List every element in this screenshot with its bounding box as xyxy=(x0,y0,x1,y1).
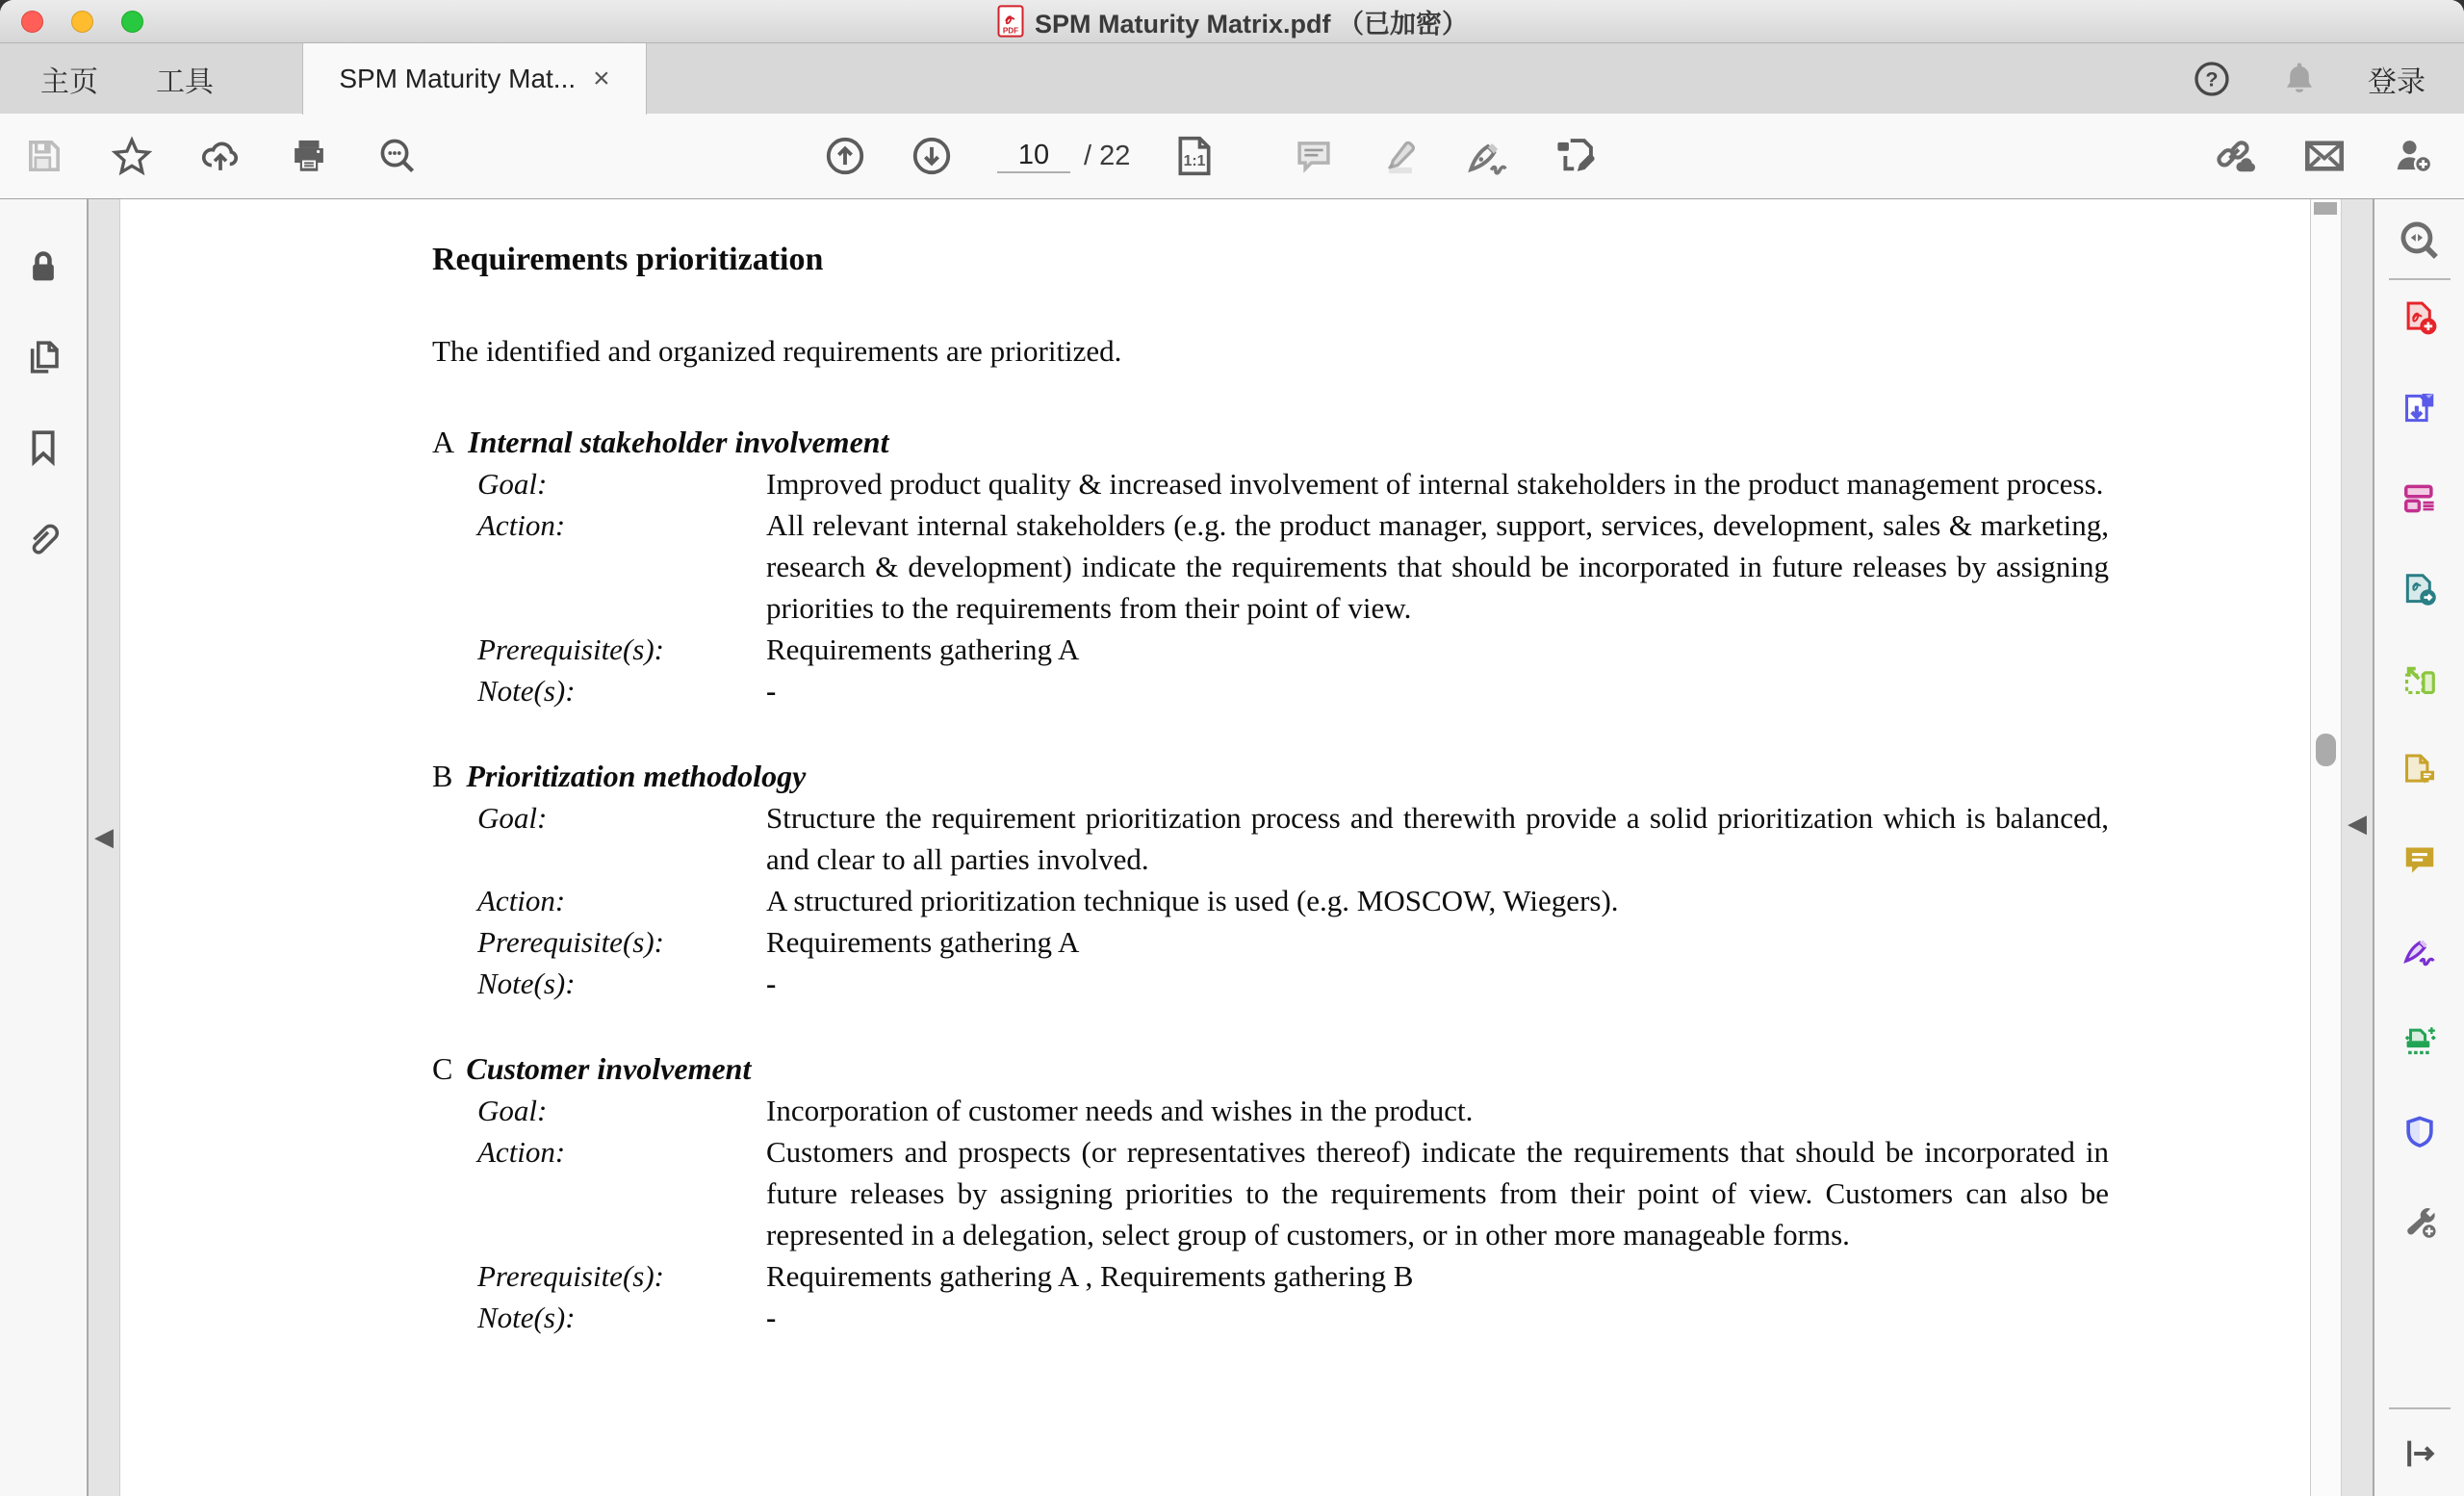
comment-tool-icon[interactable] xyxy=(2401,842,2438,879)
row-value: Structure the requirement prioritization process and therewith provide a solid prioritization which is balanced, and clear to all parties involved. xyxy=(766,801,2109,876)
row-value: - xyxy=(766,1301,777,1334)
tab-document[interactable] xyxy=(302,43,647,115)
scrollbar-thumb[interactable] xyxy=(2316,734,2336,766)
titlebar xyxy=(0,0,2464,43)
doc-intro: The identified and organized requirements are prioritized. xyxy=(432,334,1122,368)
page-number-input[interactable] xyxy=(997,140,1070,173)
row-value: Improved product quality & increased involvement of internal stakeholders in the product management process. xyxy=(766,467,2104,501)
scrollbar-top-cap xyxy=(2314,202,2337,215)
sign-icon[interactable] xyxy=(1465,135,1509,177)
tab-document-label: SPM Maturity Mat... xyxy=(339,64,577,93)
tabbar-right-group xyxy=(2193,43,2464,114)
highlight-icon[interactable] xyxy=(1378,135,1421,177)
section-letter: A xyxy=(432,425,455,459)
next-page-button[interactable] xyxy=(911,135,953,177)
page-thumbnails-icon[interactable] xyxy=(23,336,64,378)
zoom-window-button[interactable] xyxy=(121,11,143,33)
close-window-button[interactable] xyxy=(21,11,43,33)
row-label: Note(s): xyxy=(477,967,576,1000)
edit-pdf-icon[interactable] xyxy=(2401,480,2438,517)
left-gutter xyxy=(89,199,120,1496)
tools-rail xyxy=(2373,199,2464,1496)
tools-bottom-divider xyxy=(2389,1407,2451,1409)
page-count-label: / 22 xyxy=(1084,140,1131,171)
row-value: - xyxy=(766,674,777,708)
collapse-left-panel-icon[interactable]: ◀ xyxy=(94,823,114,852)
section-title: Prioritization methodology xyxy=(466,759,807,793)
left-panel-rail xyxy=(0,199,89,1496)
row-label: Action: xyxy=(477,884,566,917)
previous-page-button[interactable] xyxy=(824,135,866,177)
comment-icon[interactable] xyxy=(1294,136,1334,176)
fill-and-sign-icon[interactable] xyxy=(2401,933,2438,969)
row-label: Prerequisite(s): xyxy=(477,1259,664,1293)
row-value: Customers and prospects (or representatives thereof) indicate the requirements that should be incorporated in future releases by assigning priorities to the requirements from their point of view. Customers can also be represented in a delegation, select group of customers, or in other more manageable forms. xyxy=(766,1135,2109,1251)
row-label: Note(s): xyxy=(477,1301,576,1334)
section-letter: B xyxy=(432,759,453,793)
send-for-comments-icon[interactable] xyxy=(2401,752,2438,788)
fill-sign-tools-icon[interactable] xyxy=(1553,135,1598,177)
main-area xyxy=(0,199,2464,1496)
bookmarks-icon[interactable] xyxy=(23,426,64,469)
section-letter: C xyxy=(432,1051,453,1086)
row-label: Prerequisite(s): xyxy=(477,632,664,666)
window-title: SPM Maturity Matrix.pdf （已加密） xyxy=(1034,9,1469,39)
row-value: Requirements gathering A xyxy=(766,632,1080,666)
notifications-icon[interactable] xyxy=(2281,60,2318,98)
right-gutter xyxy=(2341,199,2373,1496)
security-lock-icon[interactable] xyxy=(23,245,64,288)
row-label: Note(s): xyxy=(477,674,576,708)
expand-right-panel-icon[interactable]: ◀ xyxy=(2348,810,2367,838)
svg-text:PDF: PDF xyxy=(1002,26,1019,36)
protect-pdf-icon[interactable] xyxy=(2401,1114,2438,1150)
doc-section-c xyxy=(432,1048,2112,1338)
more-tools-icon[interactable] xyxy=(2400,1204,2439,1241)
print-icon[interactable] xyxy=(289,136,329,176)
svg-text:?: ? xyxy=(2205,66,2219,91)
share-upload-icon[interactable] xyxy=(200,136,241,176)
row-label: Action: xyxy=(477,1135,566,1169)
section-title: Customer involvement xyxy=(466,1051,752,1086)
row-label: Goal: xyxy=(477,1094,548,1127)
row-label: Goal: xyxy=(477,801,548,835)
traffic-lights xyxy=(21,0,143,43)
share-for-review-icon[interactable] xyxy=(2401,571,2438,607)
pdf-page xyxy=(120,199,2310,1496)
row-value: Requirements gathering A , Requirements gathering B xyxy=(766,1259,1414,1293)
row-value: A structured prioritization technique is used (e.g. MOSCOW, Wiegers). xyxy=(766,884,1619,917)
tab-tools[interactable]: 工具 xyxy=(156,65,214,98)
star-icon[interactable] xyxy=(112,136,152,176)
row-value: Incorporation of customer needs and wishes in the product. xyxy=(766,1094,1474,1127)
doc-section-a xyxy=(432,422,2112,711)
minimize-window-button[interactable] xyxy=(71,11,93,33)
marquee-zoom-icon[interactable] xyxy=(2398,219,2442,263)
window-title-area xyxy=(996,3,1468,40)
sign-in-button[interactable]: 登录 xyxy=(2368,65,2426,98)
section-title: Internal stakeholder involvement xyxy=(468,425,889,459)
expand-tools-panel-icon[interactable] xyxy=(2400,1434,2439,1473)
row-value: All relevant internal stakeholders (e.g. the product manager, support, services, development, sales & marketing, research & development) indicate the requirements that should be incorporated in future releases by assigning priorities to the requirements from their point of view. xyxy=(766,508,2109,625)
tab-home[interactable]: 主页 xyxy=(40,65,98,98)
doc-heading: Requirements prioritization xyxy=(432,242,824,277)
email-icon[interactable] xyxy=(2302,135,2347,177)
close-tab-icon[interactable]: × xyxy=(593,63,610,94)
share-link-icon[interactable] xyxy=(2214,135,2258,177)
pdf-file-icon xyxy=(996,5,1025,38)
search-icon[interactable] xyxy=(377,136,418,176)
row-value: - xyxy=(766,967,777,1000)
row-value: Requirements gathering A xyxy=(766,925,1080,959)
vertical-scrollbar[interactable] xyxy=(2310,199,2341,1496)
attachments-icon[interactable] xyxy=(23,517,64,559)
toolbar xyxy=(0,114,2464,199)
tools-divider xyxy=(2389,278,2451,280)
row-label: Goal: xyxy=(477,467,548,501)
compress-pdf-icon[interactable] xyxy=(2401,661,2438,698)
tab-bar xyxy=(0,43,2464,114)
invite-people-icon[interactable] xyxy=(2391,135,2435,177)
create-pdf-icon[interactable] xyxy=(2401,299,2438,336)
doc-section-b xyxy=(432,756,2112,1004)
actual-size-icon[interactable] xyxy=(1174,135,1215,177)
row-label: Action: xyxy=(477,508,566,542)
scan-ocr-icon[interactable] xyxy=(2401,1023,2438,1060)
save-icon[interactable] xyxy=(25,137,64,175)
help-icon[interactable] xyxy=(2193,60,2231,98)
svg-text:1:1: 1:1 xyxy=(1183,153,1206,170)
row-label: Prerequisite(s): xyxy=(477,925,664,959)
export-pdf-icon[interactable] xyxy=(2401,390,2438,426)
